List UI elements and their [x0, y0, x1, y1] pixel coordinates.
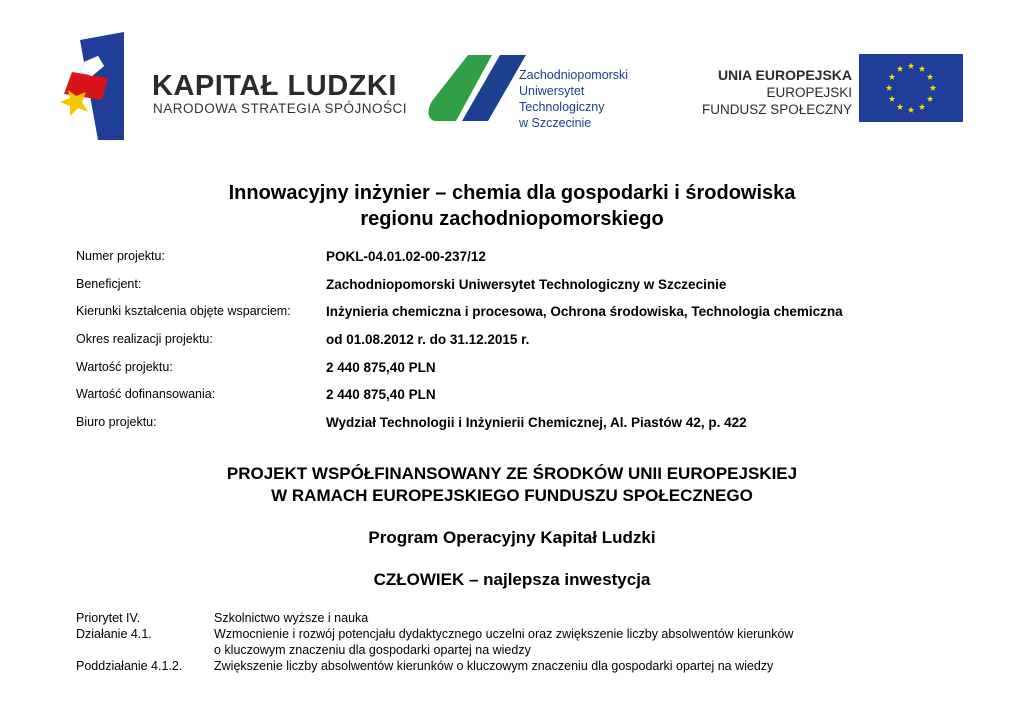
- priority-value-line: Zwiększenie liczby absolwentów kierunków o kluczowym znaczeniu dla gospodarki opartej na wiedzy: [214, 659, 774, 673]
- priority-row: [76, 610, 793, 626]
- priority-value-line: Szkolnictwo wyższe i nauka: [214, 611, 369, 625]
- ue-name-line: UNIA EUROPEJSKA: [717, 67, 852, 83]
- zut-name: [519, 67, 628, 131]
- document-title-line: regionu zachodniopomorskiego: [360, 208, 664, 230]
- document-title-line: Innowacyjny inżynier – chemia dla gospodarki i środowiska: [228, 182, 796, 204]
- info-value: 2 440 875,40 PLN: [326, 359, 436, 375]
- document-title: [0, 180, 1024, 232]
- info-value: Inżynieria chemiczna i procesowa, Ochrona środowiska, Technologia chemiczna: [326, 304, 843, 320]
- zut-name-line: Zachodniopomorski: [519, 68, 629, 82]
- info-label: Kierunki kształcenia objęte wsparciem:: [76, 304, 291, 319]
- priority-value-line: Wzmocnienie i rozwój potencjału dydaktycznego uczelni oraz zwiększenie liczby absolwentów kierunków: [214, 627, 794, 641]
- cofunding-line: PROJEKT WSPÓŁFINANSOWANY ZE ŚRODKÓW UNII EUROPEJSKIEJ: [226, 464, 798, 483]
- zut-emblem: [428, 55, 528, 123]
- program-name: Program Operacyjny Kapitał Ludzki: [368, 528, 656, 547]
- info-value: Wydział Technologii i Inżynierii Chemicznej, Al. Piastów 42, p. 422: [326, 415, 747, 431]
- priority-value: [214, 626, 793, 658]
- info-label: Numer projektu:: [76, 249, 165, 263]
- zut-name-line: Uniwersytet: [519, 84, 585, 98]
- priority-label: Działanie 4.1.: [76, 627, 152, 641]
- priority-value: [214, 610, 793, 626]
- cofunding-statement: [0, 463, 1024, 507]
- priorities-list: [76, 610, 793, 674]
- info-label: Wartość dofinansowania:: [76, 387, 216, 402]
- info-label: Biuro projektu:: [76, 415, 157, 430]
- priority-label: Poddziałanie 4.1.2.: [76, 659, 183, 673]
- priority-value: [214, 658, 793, 674]
- info-value: 2 440 875,40 PLN: [326, 387, 436, 403]
- priority-label: Priorytet IV.: [76, 611, 141, 625]
- info-label: Okres realizacji projektu:: [76, 332, 213, 347]
- priority-value-line: o kluczowym znaczeniu dla gospodarki opartej na wiedzy: [214, 643, 531, 657]
- info-value: od 01.08.2012 r. do 31.12.2015 r.: [326, 332, 530, 348]
- logo-bar: [0, 0, 1024, 150]
- info-value: POKL-04.01.02-00-237/12: [326, 249, 486, 264]
- ue-name: [702, 67, 852, 118]
- kapital-ludzki-subtitle: NARODOWA STRATEGIA SPÓJNOŚCI: [153, 101, 408, 116]
- ue-name-line: FUNDUSZ SPOŁECZNY: [701, 102, 852, 117]
- info-value: Zachodniopomorski Uniwersytet Technologiczny w Szczecinie: [326, 276, 727, 292]
- slogan: CZŁOWIEK – najlepsza inwestycja: [373, 570, 651, 589]
- kapital-ludzki-emblem: [58, 32, 126, 140]
- cofunding-line: W RAMACH EUROPEJSKIEGO FUNDUSZU SPOŁECZNEGO: [271, 486, 753, 505]
- priority-row: [76, 658, 793, 674]
- zut-name-line: Technologiczny: [519, 100, 605, 114]
- priority-row: [76, 626, 793, 658]
- zut-name-line: w Szczecinie: [519, 116, 592, 130]
- kapital-ludzki-title: KAPITAŁ LUDZKI: [152, 70, 397, 102]
- info-label: Wartość projektu:: [76, 359, 173, 374]
- ue-name-line: EUROPEJSKI: [766, 85, 852, 100]
- eu-flag-icon: [859, 54, 963, 122]
- info-label: Beneficjent:: [76, 276, 142, 291]
